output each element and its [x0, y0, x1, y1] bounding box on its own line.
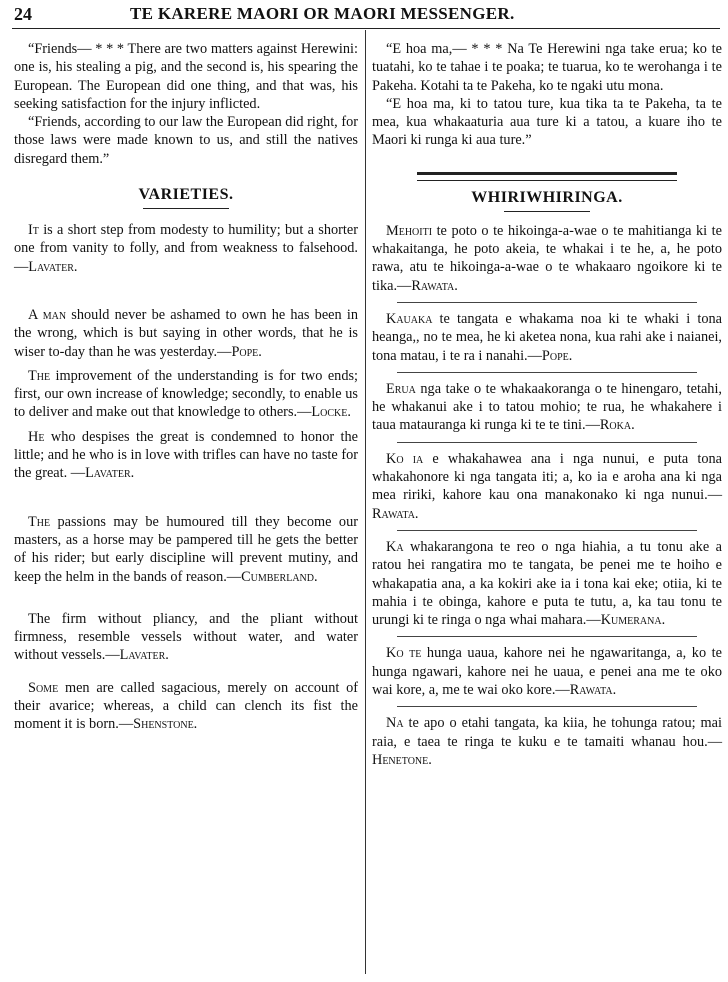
running-title: TE KARERE MAORI OR MAORI MESSENGER. [130, 4, 515, 23]
entry-attribution: Pope. [541, 347, 573, 364]
entry-text: hunga uaua, kahore nei he ngawaritanga, a, ko te hunga ngawari, kahore nei he uaua, e penei ana me te oko wai kore, a, me te wai oko kore.— [372, 645, 722, 699]
entry-attribution: Lavater. [119, 647, 169, 664]
entry-text: te tangata e whakama noa ki te whaki i tona heanga,, no te mea, he ki aketea nona, kua rahi ake i naianei, tona matau, i te ra i nanahi.— [372, 310, 722, 364]
right-column [372, 40, 722, 769]
entry-lead: Ka [386, 538, 404, 555]
entry [14, 513, 358, 586]
entry-text: whakarangona te reo o nga hiahia, a tu tonu ake a ratou hei rangatira mo te tangata, be penei me te hoiho e whakapatia ana, a ka kokiri ake ia i tona kai eke; otiia, ki te mahia i te obinga, kahore e puta te tutu, a, ka tau tonu te urungi ki te ringa o nga whai mahara.— [372, 538, 722, 629]
section-double-rule [417, 172, 677, 181]
entry-text: men are called sagacious, merely on account of their avarice; whereas, a child can clench its fist the moment it is born.— [14, 679, 358, 733]
entry-divider [397, 530, 697, 531]
page-header [0, 0, 728, 26]
entry-lead: Mehoiti [386, 222, 433, 239]
entry-attribution: Henetone. [372, 751, 432, 768]
header-rule [12, 28, 720, 29]
entry-text: The firm without pliancy, and the pliant without firmness, resemble vessels without water, and water without vessels.— [14, 610, 358, 664]
entry-text: te apo o etahi tangata, ka kiia, he tohunga ratou; mai raia, e taea te ringa te kuku e te tamaiti whanau hou.— [372, 715, 722, 750]
entry [14, 221, 358, 276]
entry-lead: Kauaka [386, 310, 433, 327]
entry-attribution: Roka. [599, 417, 635, 434]
entry-lead: Ko te [386, 645, 422, 662]
entry-divider [397, 636, 697, 637]
entry-text: should never be ashamed to own he has been in the wrong, which is but saying in other words, that he is wiser to-day than he was yesterday.— [14, 306, 358, 360]
entry-lead: Na [386, 715, 404, 732]
entry-lead: Erua [386, 380, 416, 397]
entry [14, 306, 358, 361]
entry-divider [397, 442, 697, 443]
entry-lead: Some [28, 679, 59, 696]
entry-divider [397, 302, 697, 303]
entry-attribution: Lavater. [28, 258, 78, 275]
entry-attribution: Cumberland. [241, 568, 318, 585]
intro-paragraph: “E hoa ma,— * * * Na Te Herewini nga take erua; ko te tuatahi, ko te tahae i te poaka; te tuarua, ko te werohanga i te Pakeha. Kotahi ta te Pakeha, ko te ngaki utu mona. [372, 41, 722, 94]
entry-text: passions may be humoured till they become our masters, as a horse may be pampered till he gets the better of his rider; but early discipline will prevent mutiny, and keep the helm in the bands of reason.— [14, 513, 358, 585]
entry [372, 380, 722, 435]
entry [14, 428, 358, 483]
entry-lead: A man [28, 306, 67, 323]
entry [372, 222, 722, 295]
entry [372, 714, 722, 769]
entry-attribution: Rawata. [411, 277, 458, 294]
entry [372, 450, 722, 523]
entry-attribution: Locke. [311, 404, 351, 421]
entry-text: improvement of the understanding is for two ends; first, our own increase of knowledge; secondly, to enable us to deliver and make out that knowledge to others.— [14, 367, 358, 421]
entry-lead: Ko ia [386, 450, 424, 467]
entry [14, 610, 358, 665]
entry-lead: He [28, 428, 45, 445]
entry-text: nga take o te whakaakoranga o te hinengaro, tetahi, he whakanui ake i to tatou mohio; te rua, he whakahere i taua matauranga ki runga ki te te tini.— [372, 380, 722, 434]
entry-text: e whakahawea ana i nga nunui, e puta tona whakahonore ki nga tangata iti; a, ko ia e aroha ana ki nga mea ririki, kahore kau ona manakonako ki nga nunui.— [372, 450, 722, 504]
entry-attribution: Pope. [231, 343, 262, 360]
intro-paragraph: “Friends— * * * There are two matters against Herewini: one is, his stealing a pig, and the second is, his spearing the European. The European did one thing, and that was, his seeking satisfaction for the injury inflicted. [14, 41, 358, 112]
entry [14, 679, 358, 734]
entry [372, 310, 722, 365]
entry-attribution: Rawata. [372, 505, 419, 522]
left-column [14, 40, 358, 734]
entry-divider [397, 372, 697, 373]
entry-lead: The [28, 513, 51, 530]
entry-text: who despises the great is condemned to honor the little; and he who is in love with trifles can have no taste for the great. — [14, 428, 358, 482]
entry-divider [397, 706, 697, 707]
column-divider [365, 30, 366, 974]
entry-text: is a short step from modesty to humility; but a shorter one from vanity to folly, and from weakness to falsehood.— [14, 222, 358, 275]
intro-paragraph: “Friends, according to our law the European did right, for those laws were made known to us, and still the natives disregard them.” [14, 114, 358, 167]
intro-paragraph: “E hoa ma, ki to tatou ture, kua tika ta te Pakeha, ta te mea, kua whakaaturia aua ture ki a tatou, a kuare iho te Maori ki runga ki aua ture.” [372, 95, 722, 149]
entry-lead: It [28, 222, 39, 239]
page-number: 24 [14, 4, 32, 24]
section-title: VARIETIES. [138, 186, 234, 204]
entry [372, 538, 722, 629]
entry-lead: The [28, 367, 51, 384]
entry [372, 644, 722, 699]
entry-attribution: Shenstone. [133, 716, 198, 733]
entry-attribution: Lavater. [85, 465, 135, 482]
section-title: WHIRIWHIRINGA. [471, 188, 623, 206]
entry-attribution: Kumerana. [600, 612, 666, 629]
entry-text: te poto o te hikoinga-a-wae o te mahitianga ki te whakaitanga, he poto akeia, te whakai i te he, a, he poto rawa, atu te hikoinga-a-wae o te whakaaro ngoikore ki te tika.— [372, 222, 722, 294]
entry [14, 367, 358, 422]
entry-attribution: Rawata. [569, 682, 617, 699]
